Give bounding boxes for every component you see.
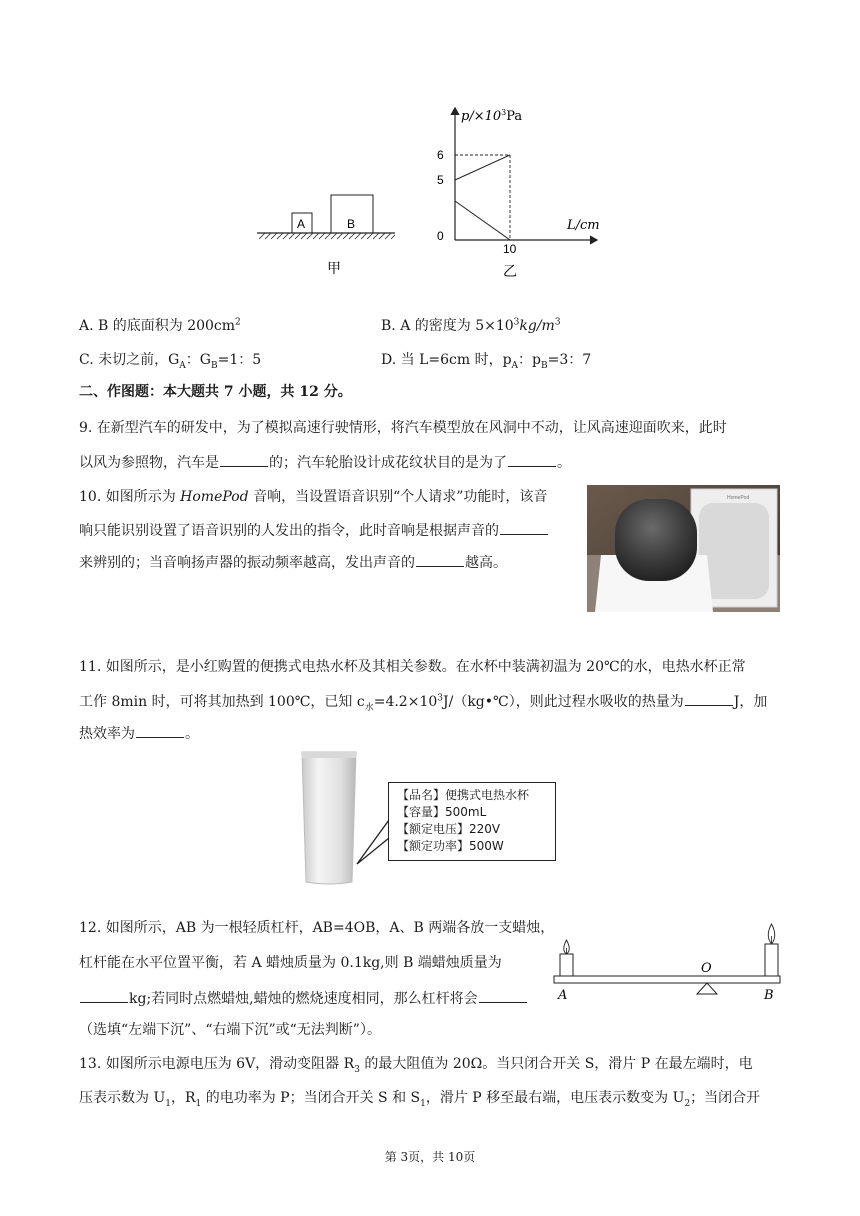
tick-5: 5 (437, 173, 444, 187)
q10-line2: 响只能识别设置了语音识别的人发出的指令，此时音响是根据声音的 (79, 520, 549, 541)
q10-line1: 10. 如图所示为 HomePod 音响，当设置语音识别“个人请求”功能时，该音 (79, 489, 548, 505)
q11-line1: 11. 如图所示，是小红购置的便携式电热水杯及其相关参数。在水杯中装满初温为 20℃的水，电热水杯正常 (79, 659, 746, 675)
fulcrum (697, 983, 717, 994)
lever-figure (550, 918, 790, 1004)
option-b: B. A 的密度为 $5\times 10^3kg/m^3$ (381, 317, 561, 334)
callout-pointer (355, 818, 391, 868)
tick-0: 0 (437, 229, 444, 243)
label-o: O (701, 961, 712, 976)
y-axis-label: $p/\times 10^3Pa$ (461, 108, 523, 124)
q12-line4: （选填“左端下沉”、“右端下沉”或“无法判断”）。 (79, 1022, 381, 1038)
line-a (455, 201, 510, 240)
box-label: HomePod (727, 495, 750, 501)
spec-capacity: 【容量】500mL (397, 805, 487, 819)
answer-blank (80, 988, 128, 1003)
q13-line2: 压表示数为 $U_1$，$R_1$ 的电功率为 P；当闭合开关 S 和 $S_1$，滑片 P 移至最右端，电压表示数变为 $U_2$；当闭合开 (79, 1090, 761, 1109)
answer-blank (220, 452, 268, 467)
option-c: C. 未切之前，$G_A$：$G_B=1$：5 (79, 352, 262, 371)
option-a: A. B 的底面积为 $200cm^2$ (79, 317, 241, 334)
candle-b (765, 944, 778, 976)
q10-line3: 来辨别的；当音响扬声器的振动频率越高，发出声音的 越高。 (79, 552, 507, 573)
label-b: B (764, 988, 774, 1003)
block-b-label: B (347, 217, 356, 231)
caption-yi: 乙 (503, 264, 517, 280)
q11-line3: 热效率为 。 (79, 723, 199, 744)
figure-jia (255, 185, 400, 280)
answer-blank (136, 723, 184, 738)
candle-a (560, 954, 573, 976)
q11-line2: 工作 8min 时，可将其加热到 100℃，已知 $c_水=4.2\times 10^3J/(kg•℃)$，则此过程水吸收的热量为 J，加 (79, 691, 767, 712)
answer-blank (479, 988, 527, 1003)
line-b (455, 155, 510, 180)
tick-10: 10 (503, 242, 517, 256)
answer-blank (508, 452, 556, 467)
q12-line1: 12. 如图所示，AB 为一根轻质杠杆，AB=4OB，A、B 两端各放一支蜡烛， (79, 920, 555, 936)
figure-yi-graph (425, 100, 615, 285)
q13-line1: 13. 如图所示电源电压为 6V，滑动变阻器 $R_3$ 的最大阻值为 20Ω。当只闭合开关 S，滑片 P 在最左端时，电 (79, 1056, 753, 1075)
spec-name: 【品名】便携式电热水杯 (397, 788, 530, 802)
caption-jia: 甲 (327, 261, 341, 277)
spec-power: 【额定功率】500W (397, 839, 504, 853)
q12-line2: 杠杆能在水平位置平衡，若 A 蜡烛质量为 0.1kg,则 B 端蜡烛质量为 (79, 955, 502, 971)
page-footer: 第 3页，共 10页 (384, 1150, 476, 1164)
homepod-photo (587, 485, 780, 612)
q12-line3: kg;若同时点燃蜡烛,蜡烛的燃烧速度相同，那么杠杆将会 (79, 988, 528, 1009)
section-heading: 二、作图题：本大题共 7 小题，共 12 分。 (79, 384, 352, 400)
block-a-label: A (297, 217, 306, 231)
option-d: D. 当 L=6cm 时，$p_A$：$p_B=3$：7 (381, 352, 592, 371)
spec-voltage: 【额定电压】220V (397, 822, 501, 836)
answer-blank (416, 552, 464, 567)
cup-spec-callout (388, 782, 556, 861)
q9-line2: 以风为参照物，汽车是 的；汽车轮胎设计成花纹状目的是为了 。 (79, 452, 571, 473)
tick-6: 6 (437, 148, 444, 162)
label-a: A (558, 988, 568, 1003)
answer-blank (685, 691, 733, 706)
heating-cup-image (300, 750, 358, 886)
q9-line1: 9. 在新型汽车的研发中，为了模拟高速行驶情形，将汽车模型放在风洞中不动，让风高速迎面吹来，此时 (79, 420, 727, 436)
answer-blank (500, 520, 548, 535)
x-axis-label: L/cm (567, 218, 600, 233)
lever-bar (554, 976, 780, 983)
